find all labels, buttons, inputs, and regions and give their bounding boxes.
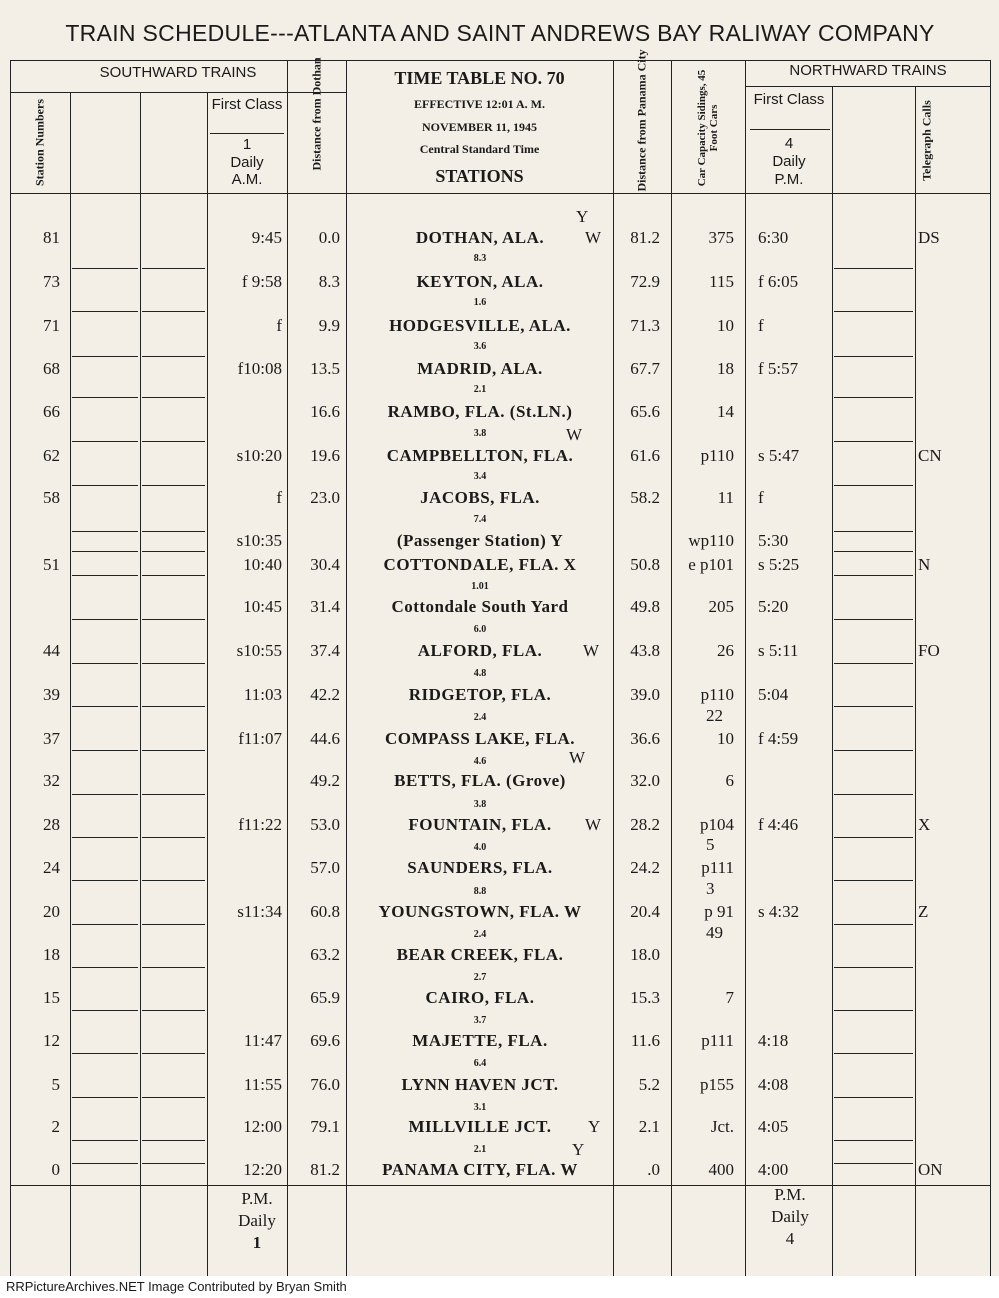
distance-from-dothan-header: Distance from Dothan — [309, 57, 324, 171]
row-tg: FO — [918, 641, 940, 660]
southward-trains-header: SOUTHWARD TRAINS — [99, 64, 257, 81]
station-mark: Y — [572, 1140, 585, 1159]
row-dp: 39.0 — [630, 685, 660, 704]
row-tg: DS — [918, 228, 940, 247]
row-dd: 44.6 — [310, 729, 340, 748]
row-cap: 10 — [717, 316, 734, 335]
row-dp: 49.8 — [630, 597, 660, 616]
row-rule — [142, 706, 205, 707]
row-time: s11:34 — [237, 902, 282, 921]
row-station: (Passenger Station) Y — [396, 531, 564, 550]
row-rule — [72, 924, 138, 925]
row-nt: f 6:05 — [758, 272, 799, 291]
segment-distance: 4.6 — [473, 756, 487, 767]
train-4-number: 4 — [784, 135, 794, 152]
row-time: 10:45 — [243, 597, 282, 616]
row-rule — [142, 531, 205, 532]
segment-distance: 3.1 — [473, 1102, 487, 1113]
station-mark: W — [585, 815, 602, 834]
train-1-am: A.M. — [231, 171, 263, 188]
row-num: 71 — [43, 316, 60, 335]
segment-distance: 4.8 — [473, 668, 487, 679]
col-divider — [70, 92, 71, 1276]
row-cap: 14 — [717, 402, 734, 421]
segment-distance: 8.8 — [473, 886, 487, 897]
segment-distance: 3.8 — [473, 428, 487, 439]
segment-distance: 3.8 — [473, 799, 487, 810]
row-station: LYNN HAVEN JCT. — [401, 1075, 559, 1094]
row-cap: 11 — [717, 488, 734, 507]
row-cap: 400 — [708, 1160, 734, 1179]
row-rule — [834, 750, 913, 751]
row-rule — [142, 311, 205, 312]
first-class-north-header: First Class — [753, 91, 825, 108]
row-rule — [834, 268, 913, 269]
row-station: Cottondale South Yard — [391, 597, 569, 616]
row-num: 18 — [43, 945, 60, 964]
row-rule — [142, 794, 205, 795]
row-dd: 53.0 — [310, 815, 340, 834]
row-dd: 31.4 — [310, 597, 340, 616]
row-rule — [142, 750, 205, 751]
segment-distance: 2.4 — [473, 712, 487, 723]
train-1-daily: Daily — [230, 154, 264, 171]
row-tg: Z — [918, 902, 929, 921]
row-rule — [72, 663, 138, 664]
car-capacity-extra: 5 — [706, 835, 715, 854]
row-rule — [72, 485, 138, 486]
station-mark: Y — [588, 1117, 601, 1136]
station-mark: W — [569, 748, 586, 767]
row-dd: 9.9 — [318, 316, 340, 335]
row-dd: 69.6 — [310, 1031, 340, 1050]
row-dd: 63.2 — [310, 945, 340, 964]
car-capacity-header: Car Capacity Sidings, 45 Foot Cars — [696, 69, 720, 187]
row-time: 11:47 — [243, 1031, 282, 1050]
row-time: 10:40 — [243, 555, 282, 574]
row-num: 39 — [43, 685, 60, 704]
segment-distance: 1.01 — [471, 581, 489, 592]
row-rule — [72, 1163, 138, 1164]
row-rule — [834, 663, 913, 664]
train-1-number: 1 — [242, 136, 252, 153]
row-rule — [72, 551, 138, 552]
row-dd: 19.6 — [310, 446, 340, 465]
row-time: f — [276, 488, 282, 507]
first-class-south-header: First Class — [211, 96, 283, 113]
row-num: 62 — [43, 446, 60, 465]
row-cap: p 91 — [704, 902, 734, 921]
row-nt: 4:18 — [758, 1031, 789, 1050]
row-dd: 57.0 — [310, 858, 340, 877]
row-dd: 13.5 — [310, 359, 340, 378]
row-rule — [142, 485, 205, 486]
col-divider — [915, 86, 916, 1276]
row-dd: 8.3 — [318, 272, 340, 291]
row-nt: f 4:59 — [758, 729, 799, 748]
row-station: HODGESVILLE, ALA. — [389, 316, 571, 335]
row-rule — [72, 1097, 138, 1098]
row-dp: 58.2 — [630, 488, 660, 507]
row-rule — [142, 663, 205, 664]
segment-distance: 8.3 — [473, 253, 487, 264]
first-class-south-rule — [210, 133, 284, 134]
row-dp: 81.2 — [630, 228, 660, 247]
image-credit: RRPictureArchives.NET Image Contributed by Bryan Smith — [0, 1276, 999, 1298]
row-num: 15 — [43, 988, 60, 1007]
row-rule — [834, 485, 913, 486]
row-rule — [72, 268, 138, 269]
footer-south-train: 1 — [252, 1233, 262, 1252]
col-divider — [745, 60, 746, 1276]
row-cap: p111 — [701, 1031, 734, 1050]
northward-rule — [746, 86, 990, 87]
segment-distance: 2.7 — [473, 972, 487, 983]
row-num: 24 — [43, 858, 60, 877]
effective-date: NOVEMBER 11, 1945 — [421, 120, 537, 134]
footer-south-pm: P.M. — [241, 1189, 273, 1208]
row-station: MADRID, ALA. — [417, 359, 543, 378]
station-mark: W — [566, 425, 583, 444]
row-dd: 76.0 — [310, 1075, 340, 1094]
row-rule — [834, 1163, 913, 1164]
row-cap: 375 — [708, 228, 734, 247]
row-rule — [72, 880, 138, 881]
row-rule — [834, 575, 913, 576]
central-standard-time: Central Standard Time — [419, 142, 540, 156]
row-rule — [834, 1010, 913, 1011]
row-dd: 30.4 — [310, 555, 340, 574]
row-dp: 61.6 — [630, 446, 660, 465]
col-divider — [990, 60, 991, 1276]
row-station: RAMBO, FLA. (St.LN.) — [387, 402, 573, 421]
row-rule — [834, 619, 913, 620]
segment-distance: 3.4 — [473, 471, 487, 482]
row-nt: 5:30 — [758, 531, 789, 550]
row-station: KEYTON, ALA. — [416, 272, 544, 291]
row-rule — [72, 531, 138, 532]
footer-north-pm: P.M. — [774, 1185, 806, 1204]
row-dp: 2.1 — [638, 1117, 660, 1136]
row-nt: 4:05 — [758, 1117, 789, 1136]
row-rule — [72, 1140, 138, 1141]
row-rule — [142, 1010, 205, 1011]
row-rule — [142, 1140, 205, 1141]
row-nt: 6:30 — [758, 228, 789, 247]
row-dp: 67.7 — [630, 359, 660, 378]
row-cap: 115 — [709, 272, 734, 291]
row-cap: p110 — [700, 446, 734, 465]
row-station: BEAR CREEK, FLA. — [396, 945, 564, 964]
row-dd: 37.4 — [310, 641, 340, 660]
header-top-rule — [10, 60, 990, 61]
first-class-north-rule — [750, 129, 830, 130]
row-rule — [142, 924, 205, 925]
segment-distance: 2.1 — [473, 1144, 487, 1155]
row-cap: 7 — [725, 988, 734, 1007]
row-num: 32 — [43, 771, 60, 790]
row-rule — [72, 575, 138, 576]
row-rule — [142, 575, 205, 576]
row-num: 12 — [43, 1031, 60, 1050]
segment-distance: 3.7 — [473, 1015, 487, 1026]
row-rule — [834, 837, 913, 838]
time-table-number: TIME TABLE NO. 70 — [394, 68, 565, 88]
row-dp: 36.6 — [630, 729, 660, 748]
row-rule — [72, 750, 138, 751]
segment-distance: 2.4 — [473, 929, 487, 940]
footer-north-train: 4 — [785, 1229, 795, 1248]
row-time: 11:03 — [243, 685, 282, 704]
effective-line: EFFECTIVE 12:01 A. M. — [413, 97, 545, 111]
row-rule — [72, 837, 138, 838]
row-station: COMPASS LAKE, FLA. — [384, 729, 576, 748]
row-nt: f 4:46 — [758, 815, 799, 834]
row-dd: 49.2 — [310, 771, 340, 790]
row-dp: 32.0 — [630, 771, 660, 790]
row-dd: 79.1 — [310, 1117, 340, 1136]
row-tg: ON — [918, 1160, 943, 1179]
segment-distance: 6.4 — [473, 1058, 487, 1069]
row-station: BETTS, FLA. (Grove) — [394, 771, 566, 790]
row-dp: 43.8 — [630, 641, 660, 660]
row-nt: s 5:11 — [758, 641, 799, 660]
col-divider — [346, 60, 347, 1276]
row-time: f — [276, 316, 282, 335]
row-cap: p155 — [700, 1075, 734, 1094]
row-nt: s 5:47 — [758, 446, 800, 465]
segment-distance: 3.6 — [473, 341, 487, 352]
row-rule — [834, 1097, 913, 1098]
row-num: 66 — [43, 402, 60, 421]
row-rule — [72, 794, 138, 795]
row-time: s10:20 — [236, 446, 282, 465]
station-mark: W — [583, 641, 600, 660]
row-cap: Jct. — [710, 1117, 734, 1136]
row-rule — [834, 1140, 913, 1141]
row-time: s10:35 — [236, 531, 282, 550]
row-cap: 6 — [725, 771, 734, 790]
row-dp: 20.4 — [630, 902, 660, 921]
row-rule — [72, 397, 138, 398]
northward-trains-header: NORTHWARD TRAINS — [789, 62, 947, 79]
row-station: FOUNTAIN, FLA. — [408, 815, 552, 834]
segment-distance: 2.1 — [473, 384, 487, 395]
row-nt: f — [758, 488, 764, 507]
row-nt: f — [758, 316, 764, 335]
row-dd: 60.8 — [310, 902, 340, 921]
row-station: CAIRO, FLA. — [425, 988, 535, 1007]
segment-distance: 6.0 — [473, 624, 487, 635]
row-cap: wp110 — [688, 531, 734, 550]
row-tg: N — [918, 555, 931, 574]
distance-from-panama-city-header: Distance from Panama City — [634, 49, 649, 192]
train-4-daily: Daily — [772, 153, 806, 170]
row-num: 2 — [51, 1117, 60, 1136]
car-capacity-extra: 3 — [706, 879, 715, 898]
row-dd: 42.2 — [310, 685, 340, 704]
row-nt: s 5:25 — [758, 555, 800, 574]
row-rule — [142, 1053, 205, 1054]
station-mark: W — [585, 228, 602, 247]
row-dp: .0 — [647, 1160, 660, 1179]
row-cap: p111 — [701, 858, 734, 877]
row-num: 73 — [43, 272, 60, 291]
row-rule — [834, 311, 913, 312]
row-station: CAMPBELLTON, FLA. — [386, 446, 574, 465]
row-time: f11:07 — [238, 729, 282, 748]
page-title: TRAIN SCHEDULE---ATLANTA AND SAINT ANDREWS BAY RALIWAY COMPANY — [65, 20, 935, 46]
row-nt: 4:00 — [758, 1160, 789, 1179]
row-station: YOUNGSTOWN, FLA. W — [378, 902, 582, 921]
telegraph-calls-header: Telegraph Calls — [919, 100, 934, 181]
header-bottom-rule — [10, 193, 990, 194]
row-time: s10:55 — [236, 641, 282, 660]
row-num: 20 — [43, 902, 60, 921]
row-dp: 72.9 — [630, 272, 660, 291]
row-rule — [834, 880, 913, 881]
row-num: 5 — [51, 1075, 60, 1094]
row-dd: 16.6 — [310, 402, 340, 421]
row-cap: 26 — [717, 641, 734, 660]
row-time: 9:45 — [251, 228, 282, 247]
stations-header: STATIONS — [435, 166, 524, 186]
row-cap: p110 — [700, 685, 734, 704]
footer-south-daily: Daily — [238, 1211, 276, 1230]
footer-north-daily: Daily — [771, 1207, 809, 1226]
row-rule — [834, 531, 913, 532]
row-dp: 65.6 — [630, 402, 660, 421]
row-time: f 9:58 — [241, 272, 282, 291]
row-nt: f 5:57 — [758, 359, 799, 378]
row-num: 28 — [43, 815, 60, 834]
row-cap: 18 — [717, 359, 734, 378]
body-bottom-rule — [10, 1185, 990, 1186]
row-station: SAUNDERS, FLA. — [407, 858, 553, 877]
row-num: 81 — [43, 228, 60, 247]
row-station: JACOBS, FLA. — [420, 488, 540, 507]
row-rule — [834, 551, 913, 552]
row-time: 12:00 — [243, 1117, 282, 1136]
row-num: 44 — [43, 641, 60, 660]
row-station: RIDGETOP, FLA. — [408, 685, 552, 704]
row-station: PANAMA CITY, FLA. W — [382, 1160, 578, 1179]
row-tg: X — [918, 815, 931, 834]
row-time: f11:22 — [238, 815, 282, 834]
row-rule — [834, 794, 913, 795]
row-rule — [834, 924, 913, 925]
row-rule — [72, 311, 138, 312]
station-numbers-header: Station Numbers — [32, 99, 47, 187]
row-num: 37 — [43, 729, 60, 748]
row-rule — [834, 397, 913, 398]
row-rule — [834, 441, 913, 442]
row-dp: 24.2 — [630, 858, 660, 877]
row-dp: 71.3 — [630, 316, 660, 335]
row-rule — [72, 619, 138, 620]
col-divider — [832, 86, 833, 1276]
row-station: COTTONDALE, FLA. X — [383, 555, 577, 574]
car-capacity-extra: 49 — [706, 923, 723, 942]
row-cap: 10 — [717, 729, 734, 748]
row-rule — [72, 1053, 138, 1054]
row-rule — [142, 268, 205, 269]
row-rule — [72, 356, 138, 357]
row-cap: e p101 — [688, 555, 734, 574]
row-nt: 5:20 — [758, 597, 789, 616]
segment-distance: 4.0 — [473, 842, 487, 853]
row-num: 51 — [43, 555, 60, 574]
row-rule — [142, 837, 205, 838]
row-rule — [142, 880, 205, 881]
row-dp: 50.8 — [630, 555, 660, 574]
row-rule — [142, 1097, 205, 1098]
row-rule — [72, 967, 138, 968]
col-divider — [671, 60, 672, 1276]
row-dp: 18.0 — [630, 945, 660, 964]
row-time: 11:55 — [243, 1075, 282, 1094]
row-nt: 5:04 — [758, 685, 789, 704]
col-divider — [140, 92, 141, 1276]
row-station: MAJETTE, FLA. — [412, 1031, 548, 1050]
row-rule — [142, 619, 205, 620]
row-rule — [142, 356, 205, 357]
row-rule — [834, 706, 913, 707]
row-rule — [72, 706, 138, 707]
train-4-pm: P.M. — [774, 171, 804, 188]
row-tg: CN — [918, 446, 942, 465]
row-rule — [142, 551, 205, 552]
row-rule — [142, 967, 205, 968]
row-station: ALFORD, FLA. — [417, 641, 543, 660]
row-cap: p104 — [700, 815, 734, 834]
row-dd: 0.0 — [318, 228, 340, 247]
row-nt: s 4:32 — [758, 902, 800, 921]
car-capacity-extra: 22 — [706, 706, 723, 725]
row-rule — [142, 441, 205, 442]
southward-rule — [10, 92, 346, 93]
row-time: 12:20 — [243, 1160, 282, 1179]
row-dp: 28.2 — [630, 815, 660, 834]
row-rule — [72, 441, 138, 442]
row-station: MILLVILLE JCT. — [408, 1117, 552, 1136]
col-divider — [207, 92, 208, 1276]
row-dd: 81.2 — [310, 1160, 340, 1179]
row-num: 68 — [43, 359, 60, 378]
row-nt: 4:08 — [758, 1075, 789, 1094]
station-mark: Y — [576, 207, 589, 226]
row-rule — [834, 1053, 913, 1054]
row-dd: 65.9 — [310, 988, 340, 1007]
row-station: DOTHAN, ALA. — [415, 228, 545, 247]
row-rule — [142, 1163, 205, 1164]
row-time: f10:08 — [237, 359, 282, 378]
row-num: 0 — [51, 1160, 60, 1179]
row-rule — [72, 1010, 138, 1011]
row-num: 58 — [43, 488, 60, 507]
segment-distance: 7.4 — [473, 514, 487, 525]
row-dp: 5.2 — [638, 1075, 660, 1094]
row-dd: 23.0 — [310, 488, 340, 507]
row-rule — [142, 397, 205, 398]
row-rule — [834, 967, 913, 968]
segment-distance: 1.6 — [473, 297, 487, 308]
row-dp: 15.3 — [630, 988, 660, 1007]
row-dp: 11.6 — [630, 1031, 660, 1050]
row-cap: 205 — [708, 597, 734, 616]
row-rule — [834, 356, 913, 357]
